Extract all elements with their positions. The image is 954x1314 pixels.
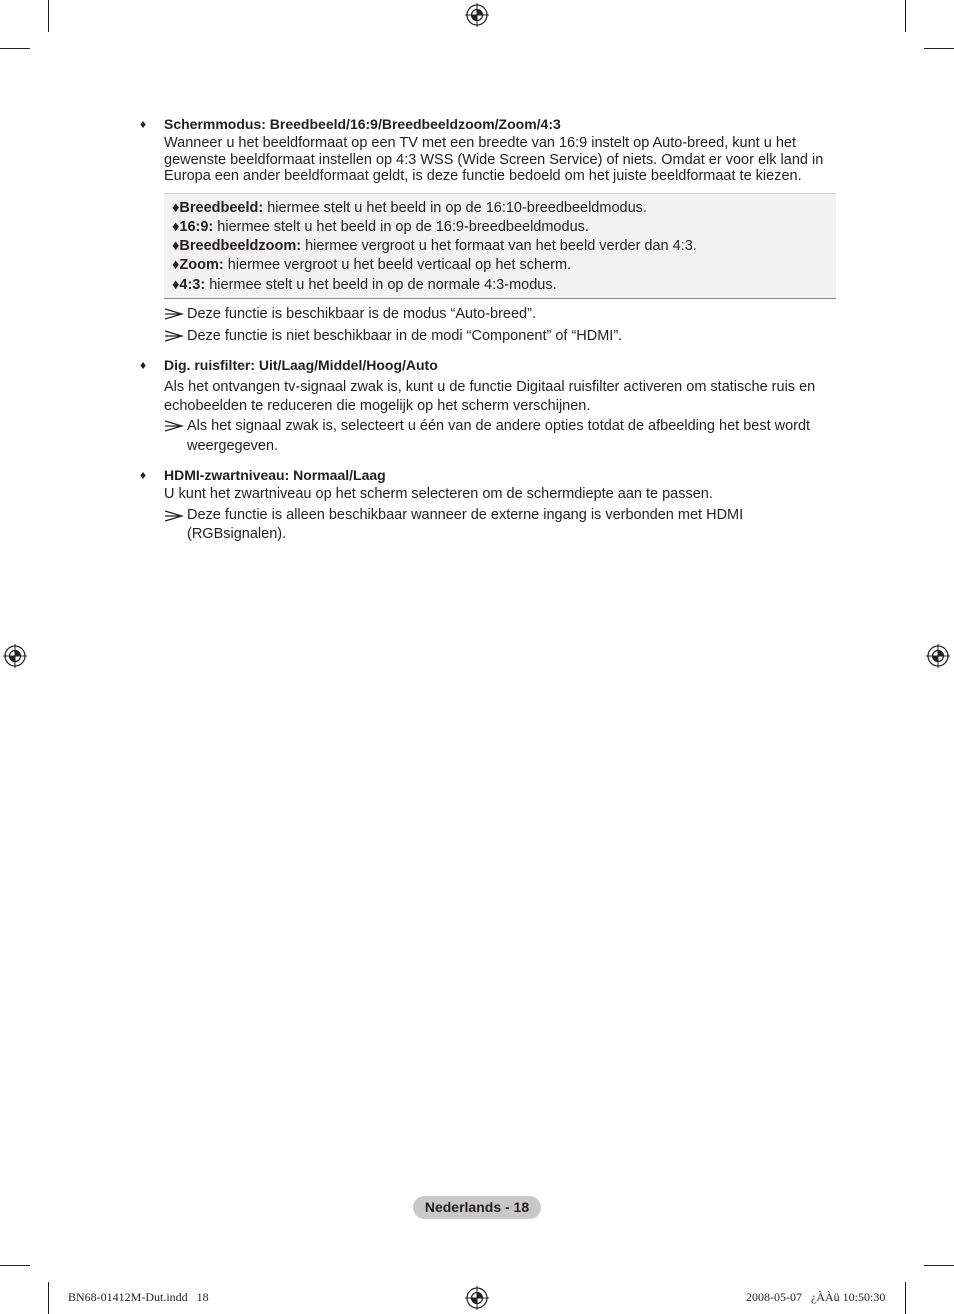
registration-target-icon <box>926 644 950 668</box>
note-auto-breed <box>164 304 840 324</box>
option-item-breedbeeld <box>172 200 647 217</box>
note-component-hdmi <box>164 326 840 346</box>
page-number-label: Nederlands - 18 <box>413 1196 541 1219</box>
note-hdmi-rgb <box>164 506 840 544</box>
option-desc: hiermee stelt u het beeld in op de normale 4:3-modus. <box>205 277 557 293</box>
option-term: Breedbeeldzoom: <box>179 238 302 254</box>
option-item-4-3 <box>172 277 557 294</box>
crop-mark-top-left-horizontal <box>0 48 30 49</box>
note-arrow-icon <box>164 326 184 346</box>
note-arrow-icon <box>164 506 184 526</box>
registration-target-icon <box>465 1286 489 1310</box>
option-term: Zoom: <box>179 257 224 273</box>
note-text: Als het signaal zwak is, selecteert u één van de andere opties totdat de afbeelding het best wordt weergegeven. <box>187 418 811 454</box>
option-bullet: ♦ <box>172 238 180 254</box>
option-term: 4:3: <box>179 277 206 293</box>
crop-mark-bottom-right-horizontal <box>924 1265 954 1266</box>
option-item-16-9 <box>172 219 589 236</box>
section-paragraph: U kunt het zwartniveau op het scherm selecteren om de schermdiepte aan te passen. <box>164 486 713 502</box>
crop-mark-top-right-vertical <box>905 0 906 32</box>
option-desc: hiermee vergroot u het formaat van het beeld verder dan 4:3. <box>301 238 697 254</box>
option-bullet: ♦ <box>172 277 180 293</box>
option-term: 16:9: <box>179 219 214 235</box>
note-text: Deze functie is beschikbaar is de modus “Auto-breed”. <box>187 306 536 322</box>
section-paragraph: Wanneer u het beeldformaat op een TV met een breedte van 16:9 instelt op Auto-breed, kunt u het gewenste beeldformaat instellen op 4:3 WSS (Wide Screen Service) of niets. Omdat er voor elk land in Europa een ander beeldformaat geldt, is deze functie bedoeld om het juiste beeldformaat te kiezen. <box>164 135 824 184</box>
note-text: Deze functie is niet beschikbaar in de modi “Component” of “HDMI”. <box>187 328 623 344</box>
section-heading-hdmi-zwartniveau: HDMI-zwartniveau: Normaal/Laag <box>164 467 386 483</box>
crop-mark-bottom-left-horizontal <box>0 1265 30 1266</box>
option-item-breedbeeldzoom <box>172 238 697 255</box>
section-bullet: ♦ <box>140 358 147 372</box>
option-desc: hiermee vergroot u het beeld verticaal op het scherm. <box>223 257 572 273</box>
crop-mark-bottom-right-vertical <box>905 1282 906 1314</box>
note-arrow-icon <box>164 304 184 324</box>
option-item-zoom <box>172 257 571 274</box>
print-slug-timestamp: 2008-05-07 ¿ÀÀü 10:50:30 <box>746 1290 886 1304</box>
option-term: Breedbeeld: <box>179 200 264 216</box>
option-bullet: ♦ <box>172 219 180 235</box>
note-arrow-icon <box>164 416 184 436</box>
registration-target-icon <box>465 3 489 27</box>
crop-mark-bottom-left-vertical <box>48 1282 49 1314</box>
registration-target-icon <box>3 644 27 668</box>
section-heading-ruisfilter: Dig. ruisfilter: Uit/Laag/Middel/Hoog/Auto <box>164 357 438 373</box>
section-heading-schermmodus: Schermmodus: Breedbeeld/16:9/Breedbeeldzoom/Zoom/4:3 <box>164 116 561 132</box>
section-bullet: ♦ <box>140 117 147 131</box>
crop-mark-top-right-horizontal <box>924 48 954 49</box>
option-desc: hiermee stelt u het beeld in op de 16:9-breedbeeldmodus. <box>213 219 589 235</box>
crop-mark-top-left-vertical <box>48 0 49 32</box>
note-text: Deze functie is alleen beschikbaar wanneer de externe ingang is verbonden met HDMI (RGBsignalen). <box>187 507 744 542</box>
print-slug-file: BN68-01412M-Dut.indd 18 <box>68 1290 209 1304</box>
section-paragraph: Als het ontvangen tv-signaal zwak is, kunt u de functie Digitaal ruisfilter activeren om statische ruis en echobeelden te reduceren die mogelijk op het scherm verschijnen. <box>164 379 816 414</box>
section-bullet: ♦ <box>140 468 147 482</box>
option-desc: hiermee stelt u het beeld in op de 16:10-breedbeeldmodus. <box>263 200 647 216</box>
option-bullet: ♦ <box>172 200 180 216</box>
options-box <box>164 193 836 299</box>
note-signaal-zwak <box>164 416 840 456</box>
option-bullet: ♦ <box>172 257 180 273</box>
